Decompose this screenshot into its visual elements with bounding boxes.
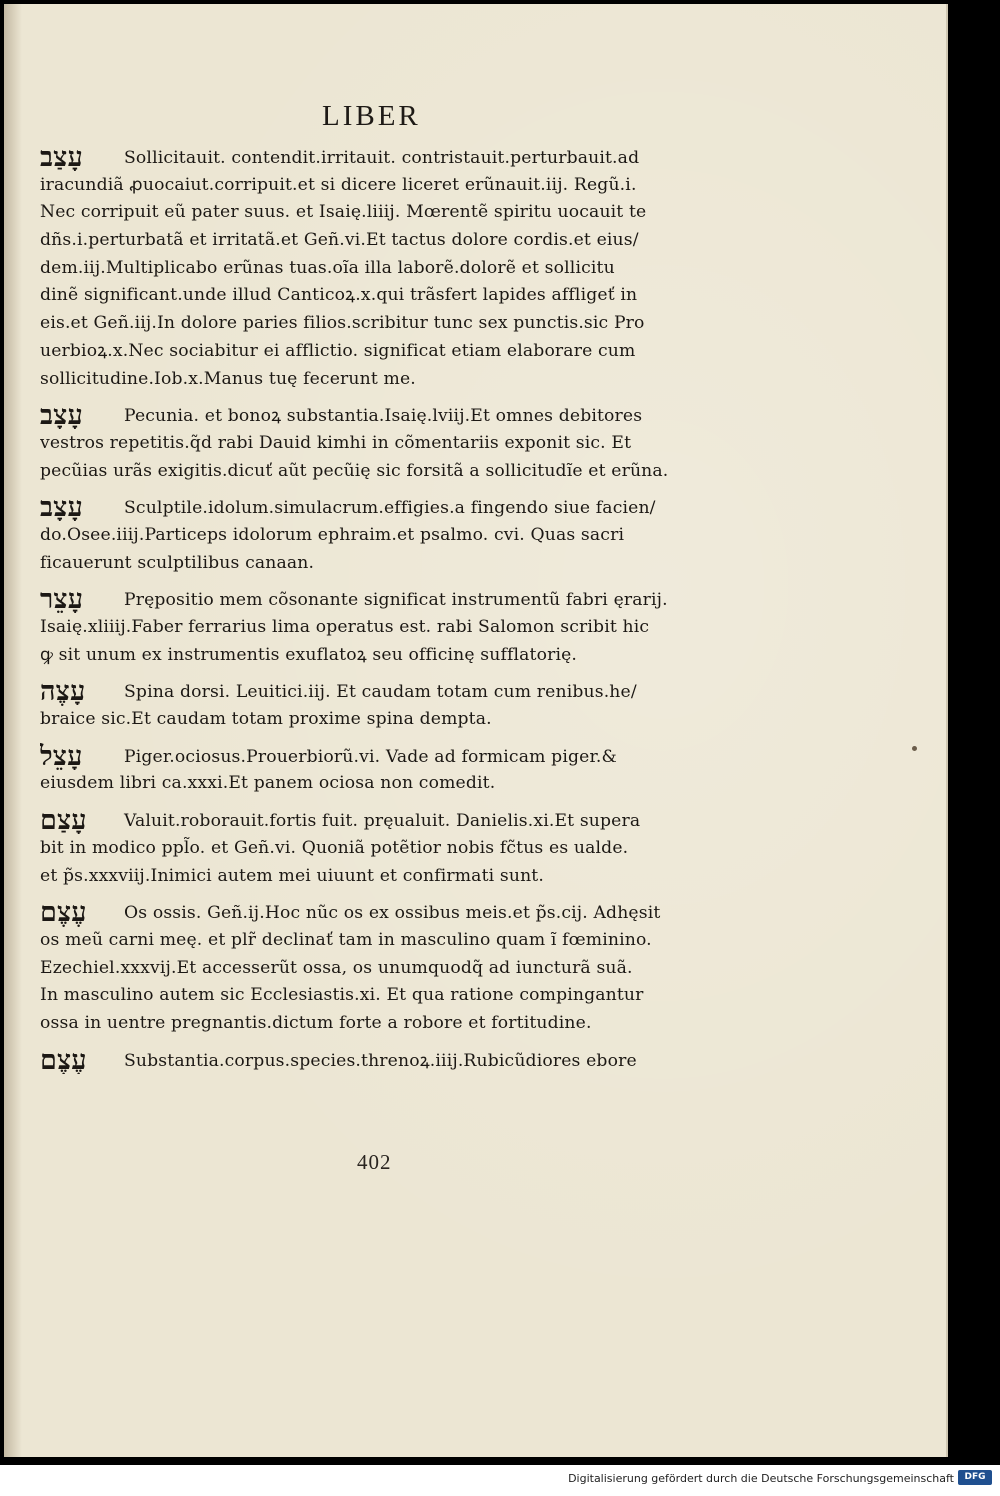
latin-gloss: sollicitudine.Iob.x.Manus tuę fecerunt me. xyxy=(40,368,416,389)
running-head: LIBER xyxy=(322,100,421,132)
hebrew-headword: עָצָב xyxy=(40,402,83,430)
latin-gloss: eiusdem libri ca.xxxi.Et panem ociosa non comedit. xyxy=(40,773,496,794)
text-line xyxy=(40,338,690,366)
latin-gloss: Sollicitauit. contendit.irritauit. contristauit.perturbauit.ad xyxy=(124,148,640,168)
latin-gloss: Prępositio mem cõsonante significat instrumentũ fabri ęrariј. xyxy=(124,590,668,611)
text-line xyxy=(40,586,690,614)
dictionary-text xyxy=(40,144,690,1083)
entry xyxy=(40,494,690,586)
text-line xyxy=(40,1047,690,1075)
latin-gloss: ossa in uentre pregnantis.dictum forte a robore et fortitudine. xyxy=(40,1012,592,1033)
latin-gloss: Os ossis. Geñ.iј.Hoc nũc os ex ossibus meis.et p̃s.ciј. Adhęsit xyxy=(124,903,661,924)
hebrew-headword: עָצָב xyxy=(40,494,83,522)
text-line xyxy=(40,522,690,550)
text-line xyxy=(40,310,690,338)
latin-gloss: bit in modico ppl̃o. et Geñ.vi. Quoniã potẽtior nobis fc̃tus es ualde. xyxy=(40,837,629,858)
latin-gloss: pecũias urãs exigitis.dicuť aũt pecũię sic forsitã a sollicitudĩe et erũna. xyxy=(40,460,669,481)
text-line xyxy=(40,227,690,255)
text-line xyxy=(40,770,690,798)
latin-gloss: iracundiã ꝓuocaiut.corripuit.et si dicere liceret erũnauit.iiј. Regũ.i. xyxy=(40,174,637,195)
text-line xyxy=(40,835,690,863)
hebrew-headword: עָצֵר xyxy=(40,586,84,614)
latin-gloss: do.Osee.iiiј.Particeps idolorum ephraim.et psalmo. cvi. Quas sacri xyxy=(40,524,625,545)
text-line xyxy=(40,678,690,706)
latin-gloss: dinẽ significant.unde illud Canticoꝝ.x.qui trãsfert lapides affligeť in xyxy=(40,285,638,306)
text-line xyxy=(40,863,690,891)
latin-gloss: Pecunia. et bonoꝝ substantia.Isaię.lviiј.Et omnes debitores xyxy=(124,406,643,427)
latin-gloss: braice sic.Et caudam totam proxime spina dempta. xyxy=(40,709,492,730)
text-line xyxy=(40,982,690,1010)
latin-gloss: Ezechiel.xxxviј.Et accesserũt ossa, os unumquodq̃ ad iuncturã suã. xyxy=(40,957,633,978)
text-line xyxy=(40,366,690,394)
ink-spot xyxy=(912,746,917,751)
hebrew-headword: עָצַב xyxy=(40,144,83,172)
entry xyxy=(40,402,690,494)
text-line xyxy=(40,927,690,955)
latin-gloss: uerbioꝝ.x.Nec sociabitur ei afflictio. significat etiam elaborare cum xyxy=(40,340,636,361)
text-line xyxy=(40,706,690,734)
entry xyxy=(40,678,690,742)
latin-gloss: et p̃s.xxxviiј.Inimici autem mei uiuunt et confirmati sunt. xyxy=(40,865,544,886)
text-line xyxy=(40,614,690,642)
entry xyxy=(40,899,690,1046)
latin-gloss: Nec corripuit eũ pater suus. et Isaię.liiiј. Mœrentẽ spiritu uocauit te xyxy=(40,202,647,223)
text-line xyxy=(40,402,690,430)
text-line xyxy=(40,430,690,458)
latin-gloss: vestros repetitis.q̃d rabi Dauid kimhi in cõmentariis exponit sic. Et xyxy=(40,432,632,453)
text-line xyxy=(40,743,690,771)
latin-gloss: dñs.i.perturbatã et irritatã.et Geñ.vi.Et tactus dolore cordis.et eius/ xyxy=(40,230,639,251)
text-line xyxy=(40,494,690,522)
latin-gloss: Substantia.corpus.species.threnoꝝ.iiiј.Rubicũdiores ebore xyxy=(124,1050,637,1071)
latin-gloss: In masculino autem sic Ecclesiastis.xi. Et qua ratione compingantur xyxy=(40,985,644,1006)
latin-gloss: ꝙ sit unum ex instrumentis exuflatoꝝ seu officinę sufflatorię. xyxy=(40,644,578,665)
entry xyxy=(40,807,690,899)
dfg-logo: DFG xyxy=(958,1470,992,1485)
entry xyxy=(40,144,690,402)
book-page xyxy=(4,4,948,1457)
text-line xyxy=(40,955,690,983)
text-line xyxy=(40,282,690,310)
text-line xyxy=(40,1010,690,1038)
entry xyxy=(40,743,690,807)
latin-gloss: Sculptile.idolum.simulacrum.effigies.a fingendo siue facien/ xyxy=(124,498,656,519)
text-line xyxy=(40,144,690,172)
latin-gloss: os meũ carni meę. et plr̃ declinať tam in masculino quam ĩ fœminino. xyxy=(40,929,652,950)
folio-number: 402 xyxy=(357,1150,392,1174)
text-line xyxy=(40,642,690,670)
latin-gloss: ficauerunt sculptilibus canaan. xyxy=(40,552,315,573)
text-line xyxy=(40,255,690,283)
hebrew-headword: עָצַם xyxy=(40,807,87,835)
footer-bar xyxy=(0,1465,1000,1496)
hebrew-headword: עֶצֶם xyxy=(40,899,87,927)
text-line xyxy=(40,199,690,227)
text-line xyxy=(40,458,690,486)
latin-gloss: Valuit.roborauit.fortis fuit. pręualuit. Danielis.xi.Et supera xyxy=(124,811,641,832)
latin-gloss: Piger.ociosus.Prouerbiorũ.vi. Vade ad formicam piger.& xyxy=(124,746,617,767)
text-line xyxy=(40,899,690,927)
entry xyxy=(40,1047,690,1084)
text-line xyxy=(40,550,690,578)
latin-gloss: eis.et Geñ.iiј.In dolore paries filios.scribitur tunc sex punctis.sic Pro xyxy=(40,313,645,334)
text-line xyxy=(40,807,690,835)
latin-gloss: Spina dorsi. Leuitici.iiј. Et caudam totam cum renibus.he/ xyxy=(124,682,637,703)
text-line xyxy=(40,172,690,200)
hebrew-headword: עֶצֶם xyxy=(40,1046,87,1075)
latin-gloss: dem.iiј.Multiplicabo erũnas tuas.oĩa illa laborẽ.dolorẽ et sollicitu xyxy=(40,257,615,278)
funding-credit: Digitalisierung gefördert durch die Deutsche Forschungsgemeinschaft xyxy=(568,1472,954,1485)
hebrew-headword: עָצֵל xyxy=(40,742,83,771)
hebrew-headword: עָצֶה xyxy=(40,678,86,707)
entry xyxy=(40,586,690,678)
latin-gloss: Isaię.xliiiј.Faber ferrarius lima operatus est. rabi Salomon scribit hic xyxy=(40,617,650,637)
